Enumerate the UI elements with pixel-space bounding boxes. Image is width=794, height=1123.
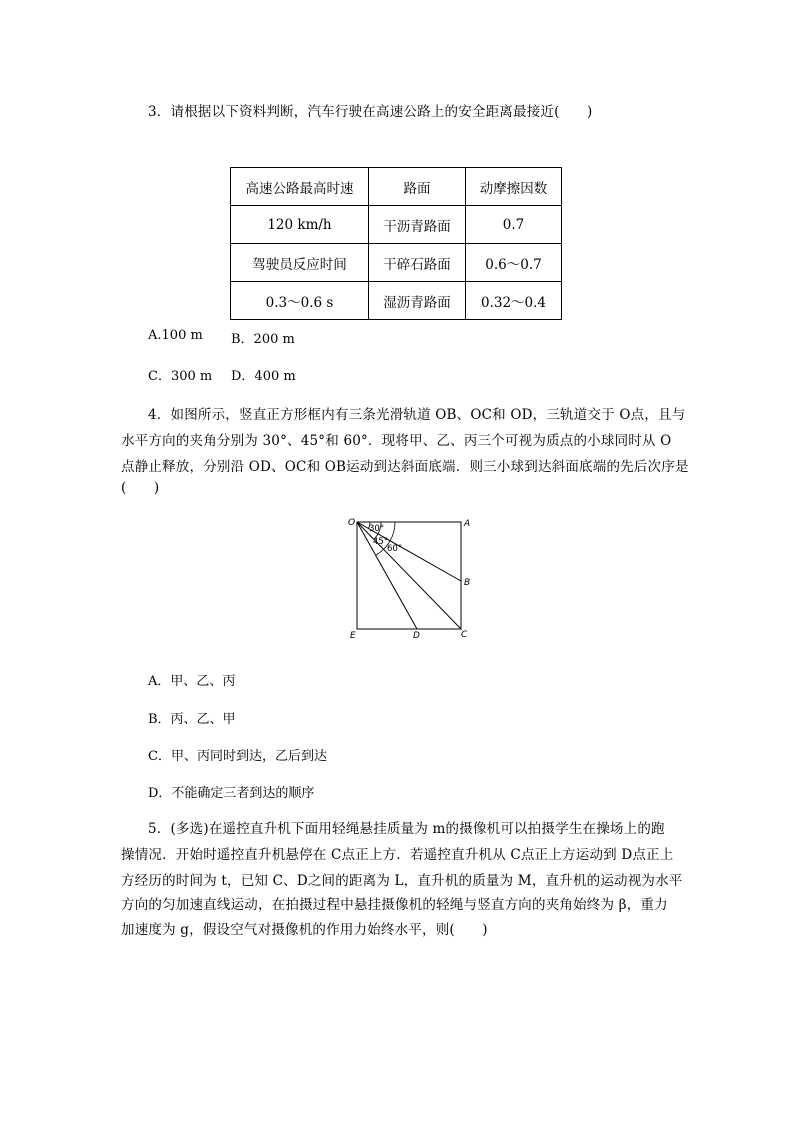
question-4-line-2: 水平方向的夹角分别为 30°、45°和 60°．现将甲、乙、丙三个可视为质点的小球同时从 O <box>121 433 672 449</box>
q4-option-d: D．不能确定三者到达的顺序 <box>148 786 315 801</box>
q4-option-b: B．丙、乙、甲 <box>148 712 236 727</box>
point-label-e: E <box>350 631 356 641</box>
q3-option-d: D．400 m <box>231 369 296 384</box>
question-5-line-3: 方经历的时间为 t，已知 C、D之间的距离为 L，直升机的质量为 M，直升机的运动视为水平 <box>121 873 683 889</box>
point-label-b: B <box>464 578 471 588</box>
table-cell: 路面 <box>369 168 466 206</box>
question-3-text: 3．请根据以下资料判断，汽车行驶在高速公路上的安全距离最接近( ) <box>148 104 593 120</box>
angle-label-60: 60° <box>387 544 403 554</box>
track-figure <box>340 512 475 642</box>
q3-option-b: B．200 m <box>231 332 295 347</box>
q4-option-c: C．甲、丙同时到达，乙后到达 <box>148 749 327 764</box>
table-cell: 高速公路最高时速 <box>231 168 369 206</box>
table-row <box>231 168 562 206</box>
q3-option-a: A.100 m <box>148 328 203 343</box>
point-label-d: D <box>413 631 420 641</box>
question-4-line-4: ( ) <box>121 480 160 496</box>
question-5-line-5: 加速度为 g，假设空气对摄像机的作用力始终水平，则( ) <box>121 922 488 938</box>
table-row <box>231 206 562 244</box>
question-5-line-2: 操情况．开始时遥控直升机悬停在 C点正上方．若遥控直升机从 C点正上方运动到 D点正上 <box>121 847 674 863</box>
table-cell: 0.7 <box>466 206 562 244</box>
angle-label-45: 45° <box>373 537 389 547</box>
table-row <box>231 282 562 320</box>
table-cell: 120 km/h <box>231 206 369 244</box>
table-cell: 动摩擦因数 <box>466 168 562 206</box>
question-5-line-1: 5．(多选)在遥控直升机下面用轻绳悬挂质量为 m的摄像机可以拍摄学生在操场上的跑 <box>148 821 665 837</box>
question-4-line-1: 4．如图所示，竖直正方形框内有三条光滑轨道 OB、OC和 OD，三轨道交于 O点，且与 <box>148 407 686 423</box>
question-5-line-4: 方向的匀加速直线运动，在拍摄过程中悬挂摄像机的轻绳与竖直方向的夹角始终为 β，重力 <box>121 897 668 913</box>
table-cell: 0.6～0.7 <box>466 244 562 282</box>
data-table <box>230 167 562 320</box>
table-cell: 0.3～0.6 s <box>231 282 369 320</box>
table-cell: 干沥青路面 <box>369 206 466 244</box>
table-cell: 驾驶员反应时间 <box>231 244 369 282</box>
table-cell: 0.32～0.4 <box>466 282 562 320</box>
table-cell: 湿沥青路面 <box>369 282 466 320</box>
question-4-line-3: 点静止释放，分别沿 OD、OC和 OB运动到达斜面底端．则三小球到达斜面底端的先后次序是 <box>121 459 689 475</box>
point-label-o: O <box>348 518 356 528</box>
angle-label-30: 30° <box>369 524 385 534</box>
table-row <box>231 244 562 282</box>
q3-option-c: C．300 m <box>148 369 213 384</box>
point-label-c: C <box>461 630 468 640</box>
q4-option-a: A．甲、乙、丙 <box>148 674 236 689</box>
table-cell: 干碎石路面 <box>369 244 466 282</box>
point-label-a: A <box>464 519 471 529</box>
